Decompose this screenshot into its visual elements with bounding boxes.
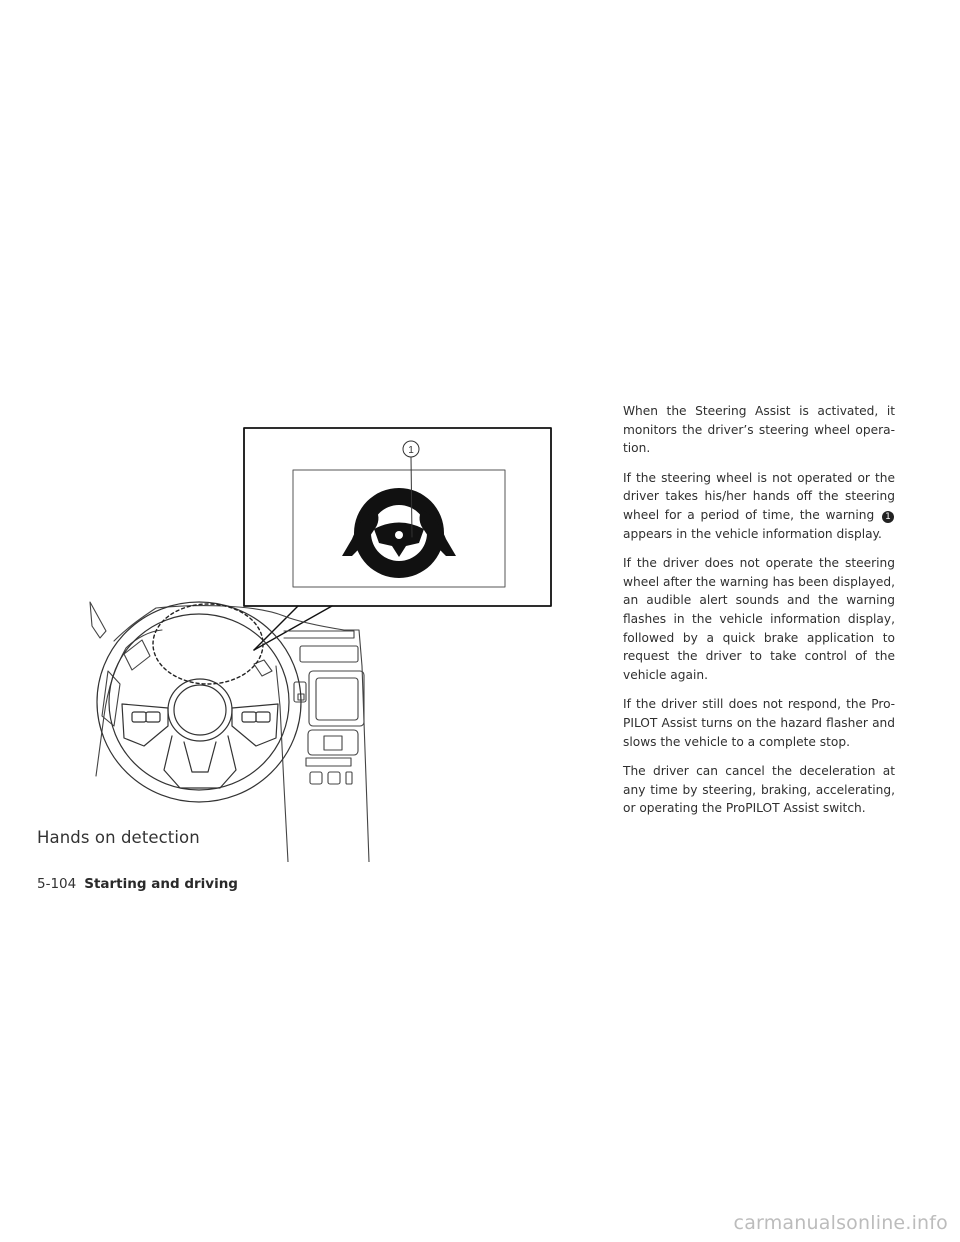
paragraph-4: If the driver still does not respond, the ProPILOT Assist turns on the hazard flasher and slows the vehicle to a complete stop. [623,697,895,749]
paragraph-2-text: If the steering wheel is not operated or the driver takes his/her hands off the steering wheel for a period of time, the warning [623,470,895,522]
paragraph-1: When the Steering Assist is activated, it monitors the driver’s steering wheel operation. [623,404,895,456]
inline-callout-badge: 1 [882,511,894,523]
watermark: carmanualsonline.info [733,1212,948,1234]
steering-wheel [97,602,301,802]
dashboard-outline [90,602,369,862]
hands-on-detection-illustration [84,426,554,862]
section-title: Starting and driving [84,876,238,892]
figure-caption: Hands on detection [37,828,200,847]
page-footer [37,876,238,892]
hands-on-sensor-area [153,604,263,684]
body-text [623,402,895,829]
paragraph-5: The driver can cancel the deceleration at any time by steering, braking, accelerating, or operating the ProPILOT Assist switch. [623,764,895,816]
paragraph-2-continued: appears in the vehicle information display. [623,526,882,541]
paragraph-2 [623,469,895,543]
page-number: 5-104 [37,876,77,892]
callout-number-label: 1 [408,445,414,456]
paragraph-3: If the driver does not operate the steering wheel after the warning has been displayed, an audible alert sounds and the warning flashes in the vehicle information display, followed by a quick brake application to request the driver to take control of the vehicle again. [623,556,895,682]
